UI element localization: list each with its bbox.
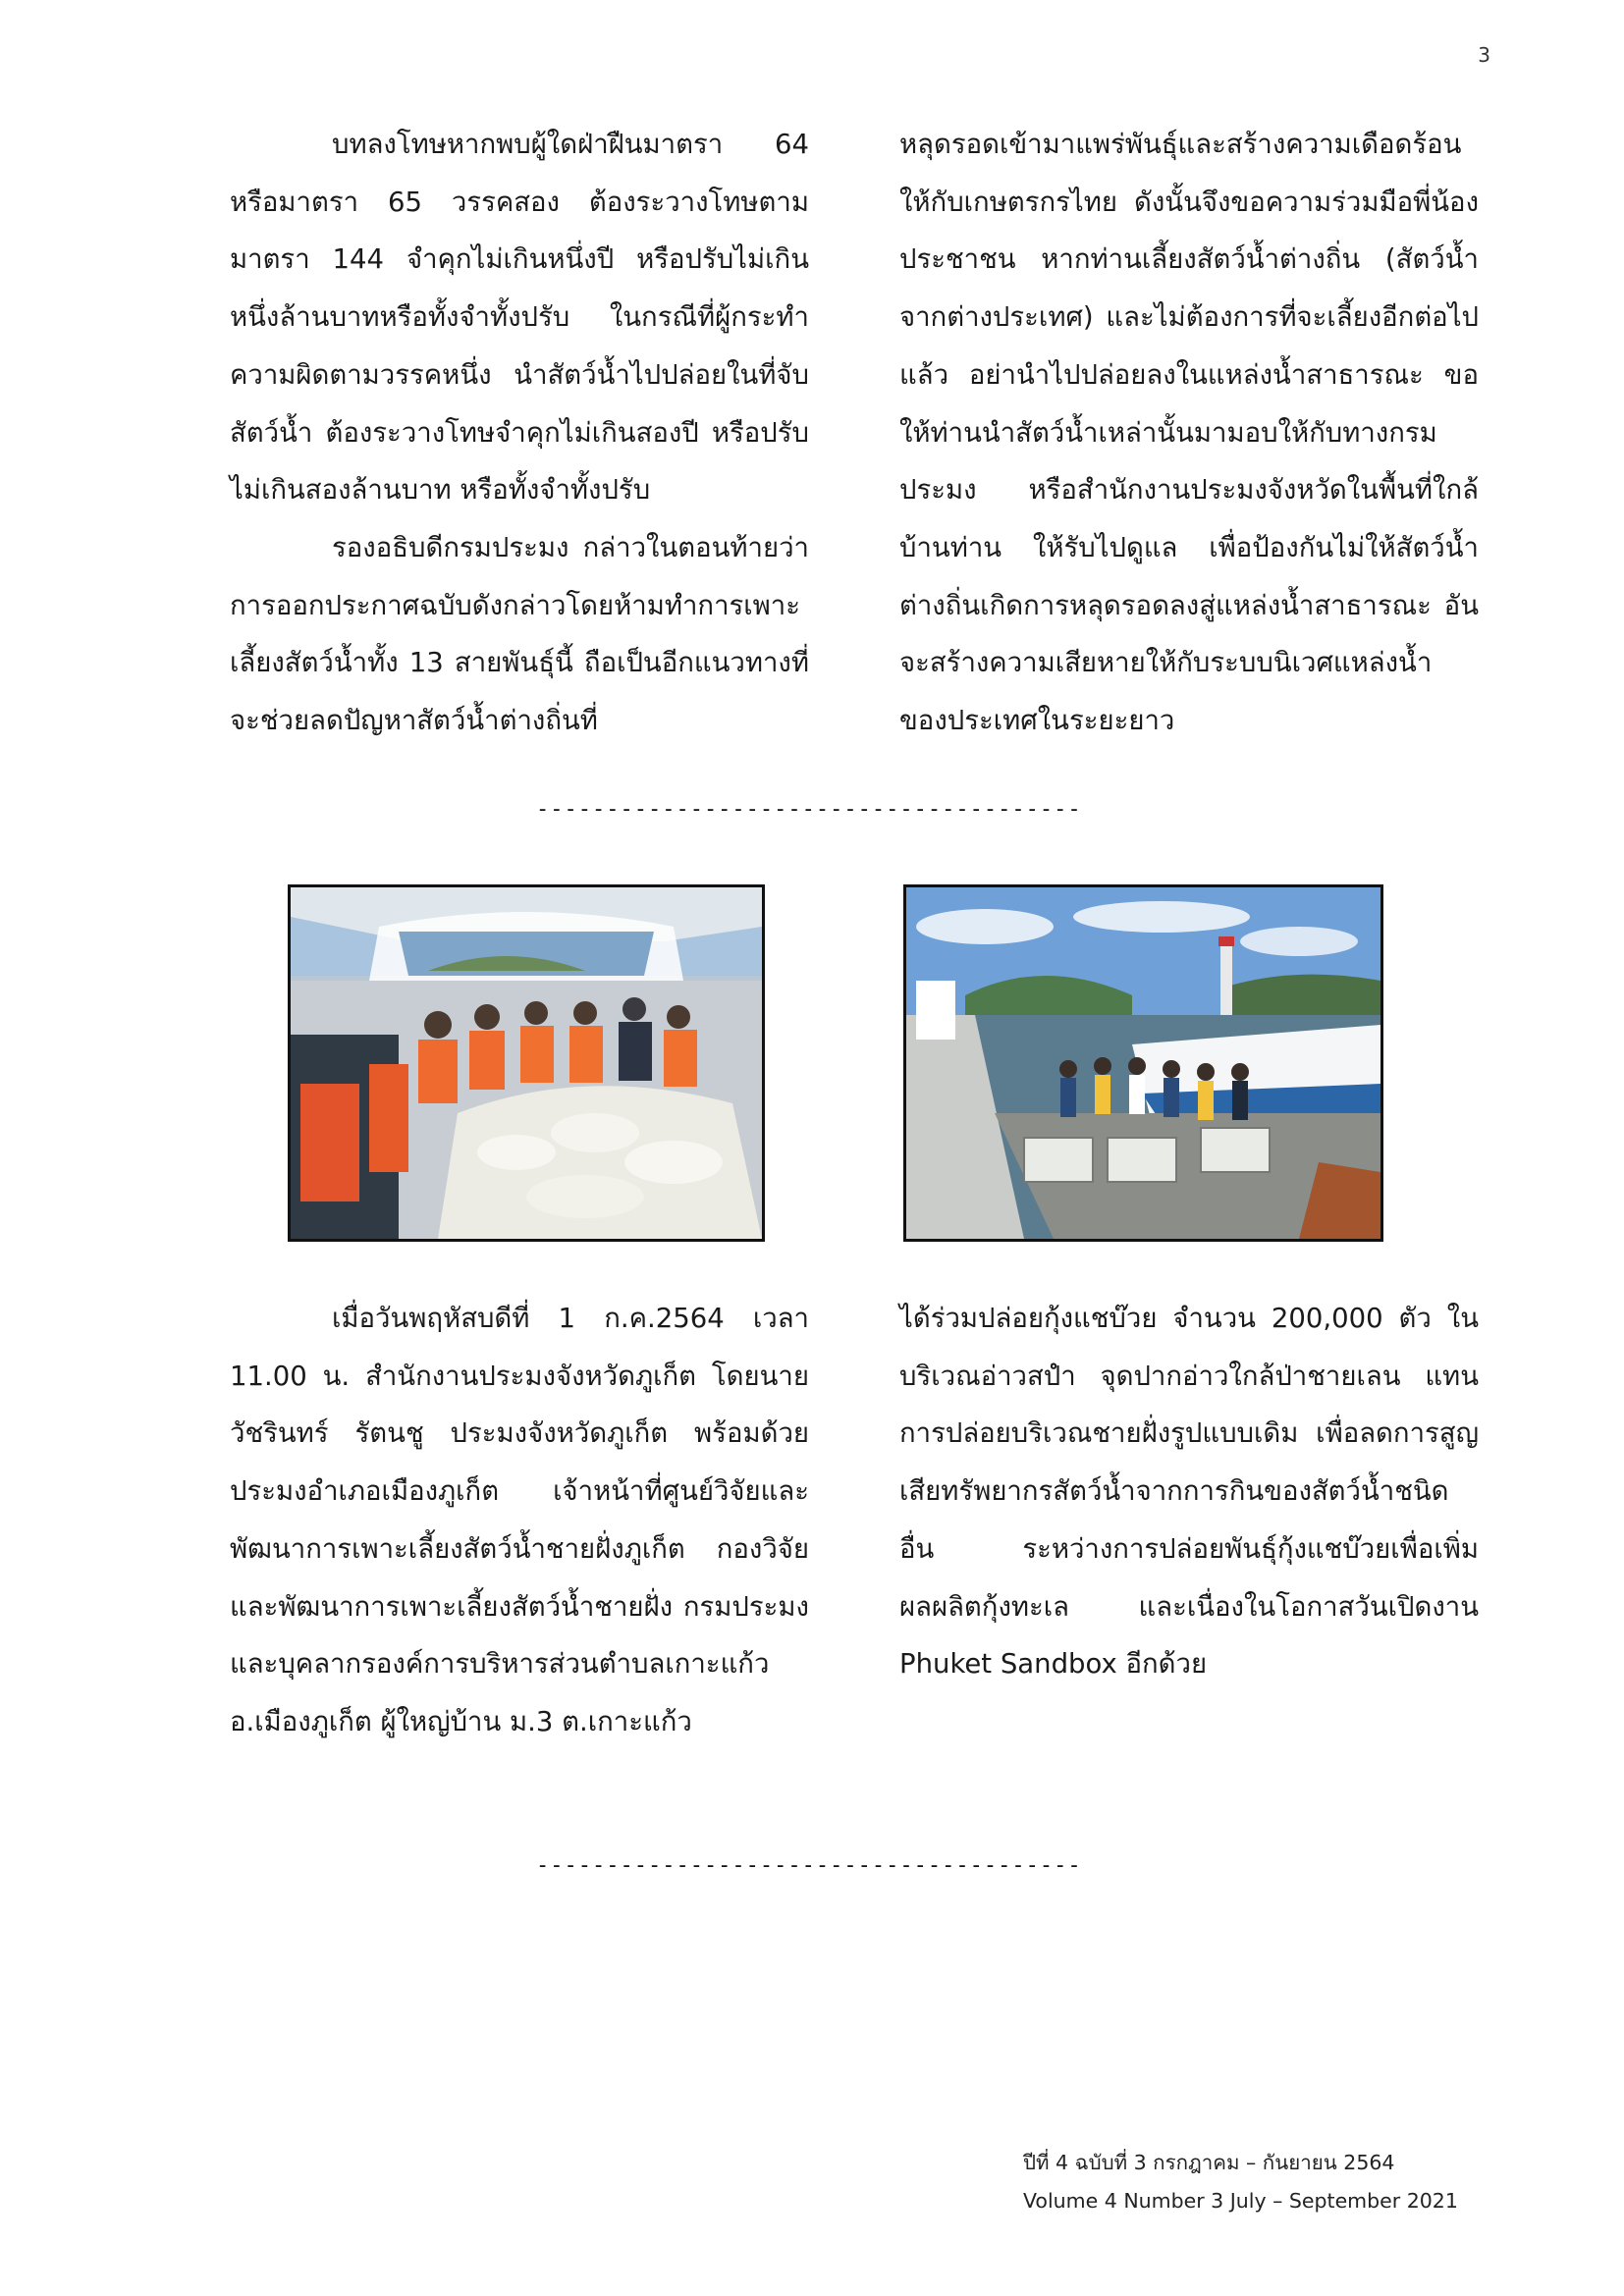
- penalty-paragraph: บทลงโทษหากพบผู้ใดฝ่าฝืนมาตรา 64 หรือมาตรา 65 วรรคสอง ต้องระวางโทษตามมาตรา 144 จำคุกไม่เกินหนึ่งปี หรือปรับไม่เกินหนึ่งล้านบาทหรือทั้งจำทั้งปรับ ในกรณีที่ผู้กระทำความผิดตามวรรคหนึ่ง นำสัตว์น้ำไปปล่อยในที่จับสัตว์น้ำ ต้องระวางโทษจำคุกไม่เกินสองปี หรือปรับไม่เกินสองล้านบาท หรือทั้งจำทั้งปรับ: [230, 129, 809, 507]
- cooperation-paragraph: หลุดรอดเข้ามาแพร่พันธุ์และสร้างความเดือดร้อนให้กับเกษตรกรไทย ดังนั้นจึงขอความร่วมมือพี่น้องประชาชน หากท่านเลี้ยงสัตว์น้ำต่างถิ่น (สัตว์น้ำจากต่างประเทศ) และไม่ต้องการที่จะเลี้ยงอีกต่อไปแล้ว อย่านำไปปล่อยลงในแหล่งน้ำสาธารณะ ขอให้ท่านนำสัตว์น้ำเหล่านั้นมามอบให้กับทางกรมประมง หรือสำนักงานประมงจังหวัดในพื้นที่ใกล้บ้านท่าน ให้รับไปดูแล เพื่อป้องกันไม่ให้สัตว์น้ำต่างถิ่นเกิดการหลุดรอดลงสู่แหล่งน้ำสาธารณะ อันจะสร้างความเสียหายให้กับระบบนิเวศแหล่งน้ำของประเทศในระยะยาว: [899, 129, 1479, 737]
- shrimp-release-paragraph: ได้ร่วมปล่อยกุ้งแชบ๊วย จำนวน 200,000 ตัว ในบริเวณอ่าวสปำ จุดปากอ่าวใกล้ป่าชายเลน แทนการปล่อยบริเวณชายฝั่งรูปแบบเดิม เพื่อลดการสูญเสียทรัพยากรสัตว์น้ำจากการกินของสัตว์น้ำชนิดอื่น ระหว่างการปล่อยพันธุ์กุ้งแชบ๊วยเพื่อเพิ่มผลผลิตกุ้งทะเล และเนื่องในโอกาสวันเปิดงาน Phuket Sandbox อีกด้วย: [899, 1303, 1479, 1681]
- deputy-director-paragraph: รองอธิบดีกรมประมง กล่าวในตอนท้ายว่า การออกประกาศฉบับดังกล่าวโดยห้ามทำการเพาะเลี้ยงสัตว์น้ำทั้ง 13 สายพันธุ์นี้ ถือเป็นอีกแนวทางที่จะช่วยลดปัญหาสัตว์น้ำต่างถิ่นที่: [230, 531, 809, 737]
- section2-right-column: [899, 1290, 1479, 1693]
- page-number: 3: [1478, 43, 1490, 67]
- harbor-pier-photo: [903, 884, 1383, 1242]
- issue-footer: [1023, 2144, 1534, 2220]
- section1-right-column: [899, 116, 1479, 750]
- section-divider: ---------------------------------------: [536, 797, 1082, 822]
- event-paragraph: เมื่อวันพฤหัสบดีที่ 1 ก.ค.2564 เวลา 11.00 น. สำนักงานประมงจังหวัดภูเก็ต โดยนายวัชรินทร์ รัตนชู ประมงจังหวัดภูเก็ต พร้อมด้วยประมงอำเภอเมืองภูเก็ต เจ้าหน้าที่ศูนย์วิจัยและพัฒนาการเพาะเลี้ยงสัตว์น้ำชายฝั่งภูเก็ต กองวิจัยและพัฒนาการเพาะเลี้ยงสัตว์น้ำชายฝั่ง กรมประมง และบุคลากรองค์การบริหารส่วนตำบลเกาะแก้ว อ.เมืองภูเก็ต ผู้ใหญ่บ้าน ม.3 ต.เกาะแก้ว: [230, 1303, 809, 1737]
- section2-left-column: [230, 1290, 809, 1751]
- issue-line-english: Volume 4 Number 3 July – September 2021: [1023, 2189, 1458, 2213]
- boat-interior-photo: [288, 884, 765, 1242]
- issue-line-thai: ปีที่ 4 ฉบับที่ 3 กรกฎาคม – กันยายน 2564: [1023, 2151, 1395, 2174]
- section-divider-bottom: ---------------------------------------: [536, 1853, 1082, 1878]
- section1-left-column: [230, 116, 809, 750]
